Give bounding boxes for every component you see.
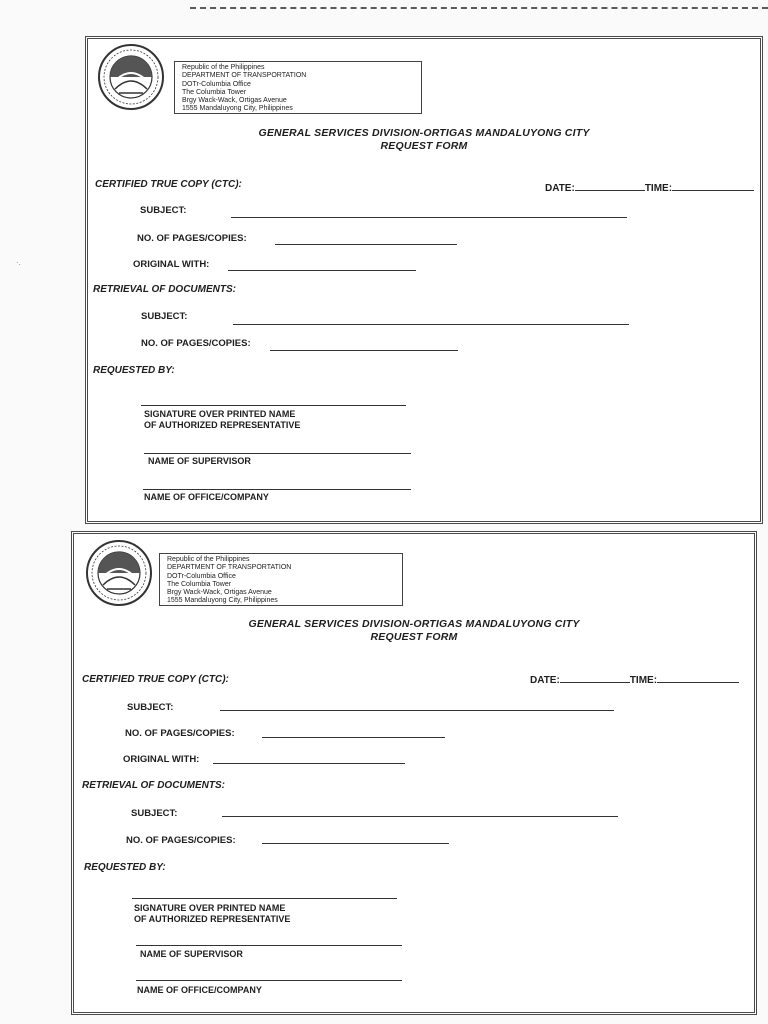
time-field[interactable]	[657, 674, 739, 683]
ctc-original-label: ORIGINAL WITH:	[123, 754, 200, 765]
address-line: DEPARTMENT OF TRANSPORTATION	[167, 564, 292, 572]
address-line: The Columbia Tower	[182, 88, 247, 96]
address-line: DOTr-Columbia Office	[167, 572, 236, 580]
ctc-subject-label: SUBJECT:	[127, 702, 174, 713]
retrieval-section-title: RETRIEVAL OF DOCUMENTS:	[82, 780, 225, 791]
ctc-pages-field[interactable]	[262, 737, 445, 738]
office-label: NAME OF OFFICE/COMPANY	[144, 492, 269, 502]
ctc-original-field[interactable]	[213, 763, 405, 764]
form-title: REQUEST FORM	[370, 631, 458, 643]
office-field[interactable]	[143, 489, 411, 490]
date-time-row	[530, 674, 739, 686]
form-heading	[88, 127, 760, 153]
requested-by-title: REQUESTED BY:	[93, 365, 175, 376]
office-label: NAME OF OFFICE/COMPANY	[137, 985, 262, 995]
address-line: 1555 Mandaluyong City, Philippines	[167, 597, 278, 605]
division-title: GENERAL SERVICES DIVISION-ORTIGAS MANDALUYONG CITY	[248, 618, 580, 630]
ctc-section-title: CERTIFIED TRUE COPY (CTC):	[82, 674, 229, 685]
address-line: Republic of the Philippines	[167, 556, 250, 563]
address-line: DOTr-Columbia Office	[182, 80, 251, 88]
address-line: Brgy Wack-Wack, Ortigas Avenue	[167, 589, 272, 597]
retrieval-pages-field[interactable]	[262, 843, 449, 844]
division-title: GENERAL SERVICES DIVISION-ORTIGAS MANDALUYONG CITY	[258, 127, 590, 139]
representative-label: OF AUTHORIZED REPRESENTATIVE	[144, 420, 301, 430]
address-line: The Columbia Tower	[167, 580, 232, 588]
time-label: TIME:	[644, 183, 673, 194]
request-form	[71, 531, 757, 1015]
time-label: TIME:	[629, 675, 658, 686]
date-field[interactable]	[575, 182, 645, 191]
ctc-subject-field[interactable]	[220, 710, 614, 711]
ctc-original-label: ORIGINAL WITH:	[133, 259, 210, 270]
page-edge-line	[190, 7, 768, 9]
form-title: REQUEST FORM	[380, 140, 468, 152]
scan-speck: ·.	[16, 258, 21, 267]
ctc-section-title: CERTIFIED TRUE COPY (CTC):	[95, 179, 242, 190]
retrieval-pages-label: NO. OF PAGES/COPIES:	[126, 835, 236, 846]
dotr-seal-icon	[97, 43, 165, 111]
supervisor-label: NAME OF SUPERVISOR	[140, 949, 243, 959]
supervisor-field[interactable]	[144, 453, 411, 454]
retrieval-subject-field[interactable]	[222, 816, 618, 817]
date-label: DATE:	[530, 675, 560, 686]
address-line: DEPARTMENT OF TRANSPORTATION	[182, 72, 307, 80]
ctc-pages-field[interactable]	[275, 244, 457, 245]
retrieval-section-title: RETRIEVAL OF DOCUMENTS:	[93, 284, 236, 295]
address-line: Republic of the Philippines	[182, 64, 265, 71]
office-field[interactable]	[136, 980, 402, 981]
supervisor-field[interactable]	[136, 945, 402, 946]
signature-label: SIGNATURE OVER PRINTED NAME	[144, 409, 296, 419]
retrieval-pages-field[interactable]	[270, 350, 458, 351]
ctc-subject-field[interactable]	[231, 217, 627, 218]
ctc-original-field[interactable]	[228, 270, 416, 271]
retrieval-subject-label: SUBJECT:	[141, 311, 188, 322]
retrieval-subject-label: SUBJECT:	[131, 808, 178, 819]
agency-address-box	[174, 61, 422, 114]
retrieval-pages-label: NO. OF PAGES/COPIES:	[141, 338, 251, 349]
representative-label: OF AUTHORIZED REPRESENTATIVE	[134, 914, 291, 924]
signature-label: SIGNATURE OVER PRINTED NAME	[134, 903, 286, 913]
ctc-pages-label: NO. OF PAGES/COPIES:	[137, 233, 247, 244]
retrieval-subject-field[interactable]	[233, 324, 629, 325]
address-line: Brgy Wack-Wack, Ortigas Avenue	[182, 97, 287, 105]
signature-field[interactable]	[132, 898, 397, 899]
dotr-seal-icon	[85, 539, 153, 607]
time-field[interactable]	[672, 182, 754, 191]
date-field[interactable]	[560, 674, 630, 683]
date-label: DATE:	[545, 183, 575, 194]
ctc-subject-label: SUBJECT:	[140, 205, 187, 216]
request-form	[85, 36, 763, 524]
ctc-pages-label: NO. OF PAGES/COPIES:	[125, 728, 235, 739]
requested-by-title: REQUESTED BY:	[84, 862, 166, 873]
signature-field[interactable]	[141, 405, 406, 406]
supervisor-label: NAME OF SUPERVISOR	[148, 456, 251, 466]
address-line: 1555 Mandaluyong City, Philippines	[182, 105, 293, 113]
date-time-row	[545, 182, 754, 194]
form-heading	[74, 618, 754, 644]
agency-address-box	[159, 553, 403, 606]
